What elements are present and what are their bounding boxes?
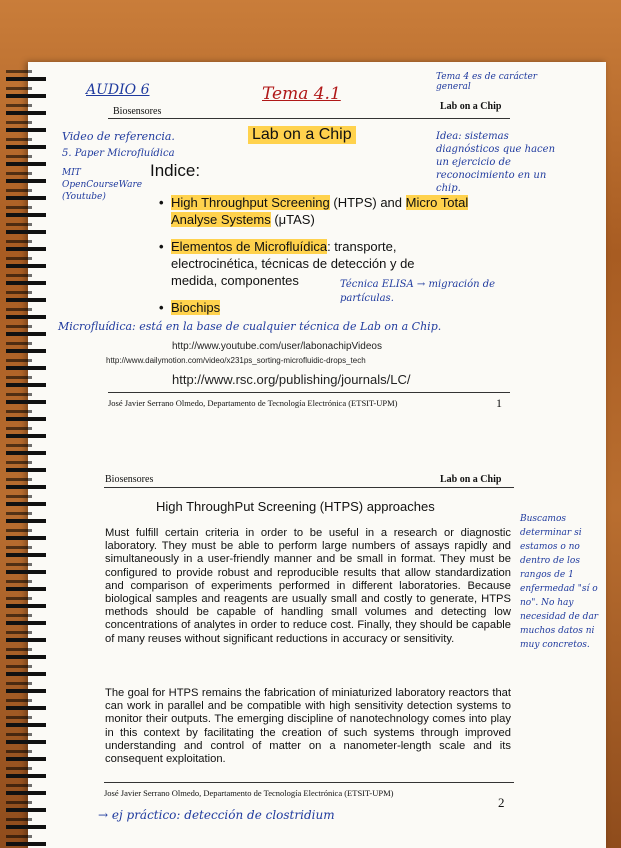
handwritten-tema-label: Tema 4.1 [262, 84, 341, 104]
slide2-title: High ThroughPut Screening (HTPS) approaches [156, 499, 435, 514]
slide1-page-number: 1 [496, 396, 502, 410]
link-dailymotion[interactable]: http://www.dailymotion.com/video/x231ps_sorting-microfluidic-drops_tech [106, 356, 366, 365]
slide2-header-right: Lab on a Chip [440, 474, 502, 485]
link-rsc[interactable]: http://www.rsc.org/publishing/journals/LC/ [172, 372, 411, 387]
slide1-header-rule [108, 118, 510, 119]
link-youtube[interactable]: http://www.youtube.com/user/labonachipVideos [172, 341, 382, 352]
slide2-footer: José Javier Serrano Olmedo, Departamento de Tecnología Electrónica (ETSIT-UPM) [104, 788, 394, 798]
index-bullet-microfluidica: • Elementos de Microfluídica: transporte, electrocinética, técnicas de detección y de medida, componentes [171, 238, 461, 289]
slide2-paragraph-2: The goal for HTPS remains the fabrication of miniaturized laboratory reactors that can work in parallel and be compatible with high sensitivity detection systems to monitor their outputs. The emerging discipline of nanotechnology comes into play in this context by facilitating the creation of such systems through improved understanding and control of matter on a nanometer-length scale and its consequent exploitation. [105, 687, 511, 766]
slide1-footer: José Javier Serrano Olmedo, Departamento de Tecnología Electrónica (ETSIT-UPM) [108, 398, 398, 408]
handwritten-opencourseware-note: MIT OpenCourseWare (Youtube) [62, 168, 143, 202]
handwritten-elisa-note: Técnica ELISA → migración de partículas. [340, 279, 496, 304]
slide2-header-rule [104, 487, 514, 488]
slide1-title: Lab on a Chip [248, 126, 356, 144]
handwritten-margin-note: Buscamos determinar si estamos o no dentro de los rangos de 1 enfermedad "sí o no". No hay necesidad de dar muchos datos ni muy concretos. [520, 514, 599, 650]
slide2-paragraph-1: Must fulfill certain criteria in order to be useful in a research or diagnostic laboratory. They must be able to perform large numbers of assays rapidly and simultaneously in a user-friendly manner and be small in format. They must be configured to provide robust and reproducible results that allow standardization and comparison of experiments performed in different laboratories. Because biological samples and reagents are usually small and costly to generate, HTPS methods should be capable of handling small volumes and detecting low concentrations of analytes in order to reduce cost. Finally, they should be capable of many reuses without significant reductions in accuracy or sensitivity. [105, 527, 511, 645]
handwritten-idea-note: Idea: sistemas diagnósticos que hacen un ejercicio de reconocimiento en un chip. [436, 131, 556, 194]
handwritten-video-note: Video de referencia. [62, 130, 175, 143]
handwritten-microfluidica-note: Microfluídica: está en la base de cualquier técnica de Lab on a Chip. [58, 320, 442, 333]
slide2-page-number: 2 [498, 795, 505, 810]
handwritten-bottom-note: → ej práctico: detección de clostridium [98, 808, 335, 822]
slide2-footer-rule [104, 782, 514, 783]
slide1-header-right: Lab on a Chip [440, 101, 502, 112]
slide1-header-left: Biosensores [113, 106, 162, 117]
slide2-header-left: Biosensores [105, 474, 154, 485]
slide1-footer-rule [108, 392, 510, 393]
handwritten-top-right-note: Tema 4 es de carácter general [436, 72, 538, 92]
handwritten-audio-label: AUDIO 6 [86, 82, 150, 98]
index-bullet-htps: • High Throughput Screening (HTPS) and Micro Total Analyse Systems (μTAS) [171, 194, 491, 228]
index-label: Indice: [150, 161, 201, 180]
handwritten-paper-note: 5. Paper Microfluídica [62, 148, 175, 159]
index-bullet-biochips: • Biochips [171, 299, 220, 316]
spiral-binding-shadow [6, 70, 32, 848]
